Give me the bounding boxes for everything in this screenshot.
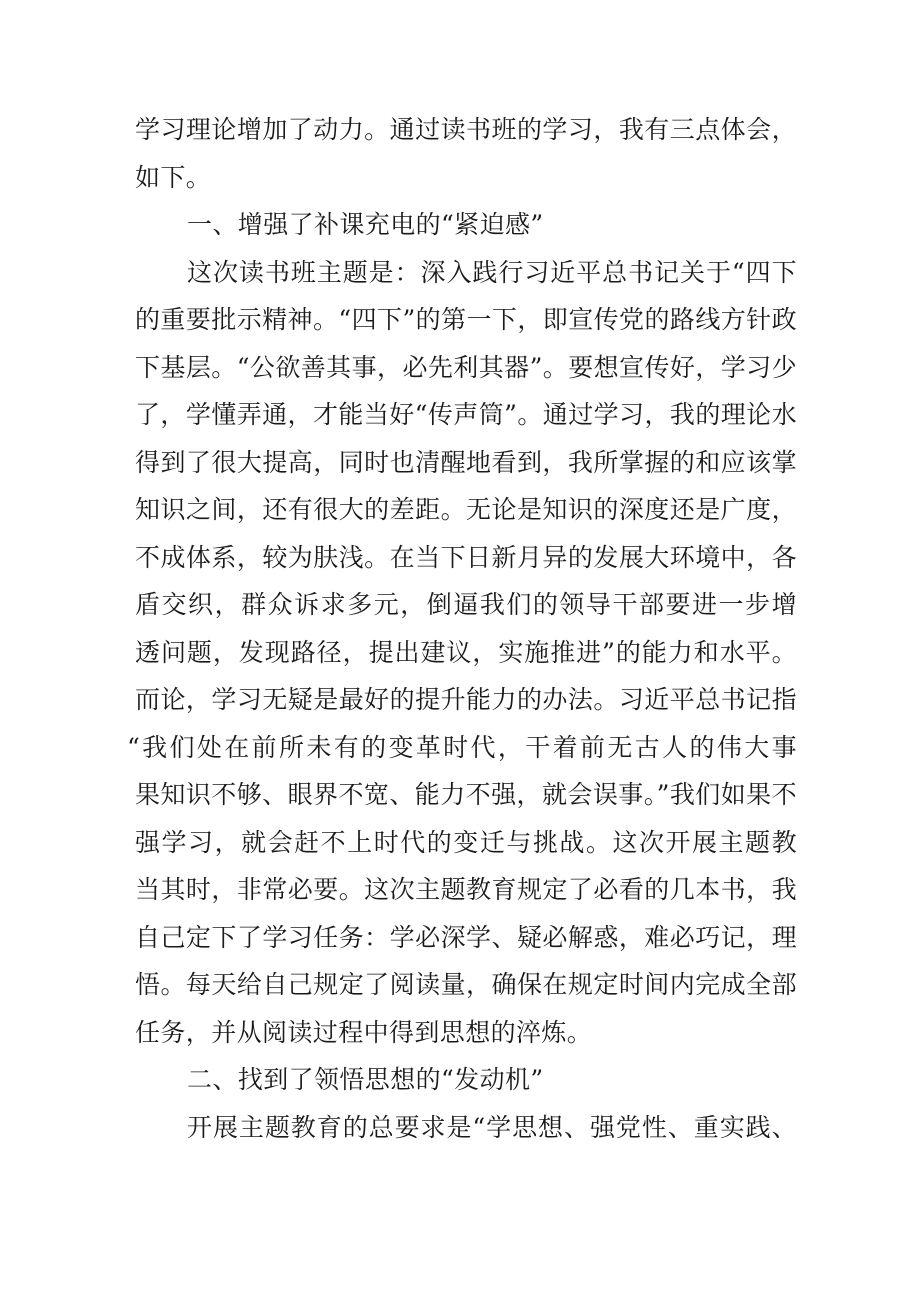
text-line: 自己定下了学习任务：学必深学、疑必解惑，难必巧记，理 bbox=[135, 922, 797, 952]
paragraph-start: 开展主题教育的总要求是“学思想、强党性、重实践、 bbox=[187, 1112, 797, 1142]
text-line: 下基层。“公欲善其事，必先利其器”。要想宣传好，学习少 bbox=[135, 352, 797, 382]
paragraph-start: 这次读书班主题是：深入践行习近平总书记关于“四下 bbox=[187, 257, 797, 287]
text-line: 而论，学习无疑是最好的提升能力的办法。习近平总书记指 bbox=[135, 685, 797, 714]
quote-line: “我们处在前所未有的变革时代，干着前无古人的伟大事 bbox=[127, 732, 797, 762]
text-line: 如下。 bbox=[135, 162, 212, 192]
text-line: 盾交织，群众诉求多元，倒逼我们的领导干部要进一步增 bbox=[135, 590, 797, 619]
text-line: 透问题，发现路径，提出建议，实施推进”的能力和水平。 bbox=[135, 637, 797, 667]
text-line: 了，学懂弄通，才能当好“传声筒”。通过学习，我的理论水 bbox=[135, 400, 797, 429]
text-line: 不成体系，较为肤浅。在当下日新月异的发展大环境中，各 bbox=[135, 542, 797, 572]
text-line: 果知识不够、眼界不宽、能力不强，就会误事。”我们如果不 bbox=[135, 780, 797, 809]
section-heading-1: 一、增强了补课充电的“紧迫感” bbox=[187, 210, 544, 239]
text-line: 强学习，就会赶不上时代的变迁与挑战。这次开展主题教 bbox=[135, 827, 797, 857]
text-line: 当其时，非常必要。这次主题教育规定了必看的几本书，我 bbox=[135, 875, 797, 904]
text-line: 知识之间，还有很大的差距。无论是知识的深度还是广度， bbox=[135, 495, 797, 524]
text-line: 学习理论增加了动力。通过读书班的学习，我有三点体会， bbox=[135, 115, 797, 144]
text-line: 得到了很大提高，同时也清醒地看到，我所掌握的和应该掌 bbox=[135, 447, 797, 477]
text-line: 的重要批示精神。“四下”的第一下，即宣传党的路线方针政 bbox=[135, 305, 797, 334]
text-line: 任务，并从阅读过程中得到思想的淬炼。 bbox=[135, 1017, 593, 1047]
section-heading-2: 二、找到了领悟思想的“发动机” bbox=[187, 1065, 544, 1094]
text-line: 悟。每天给自己规定了阅读量，确保在规定时间内完成全部 bbox=[135, 970, 797, 999]
body-text bbox=[127, 106, 797, 1151]
